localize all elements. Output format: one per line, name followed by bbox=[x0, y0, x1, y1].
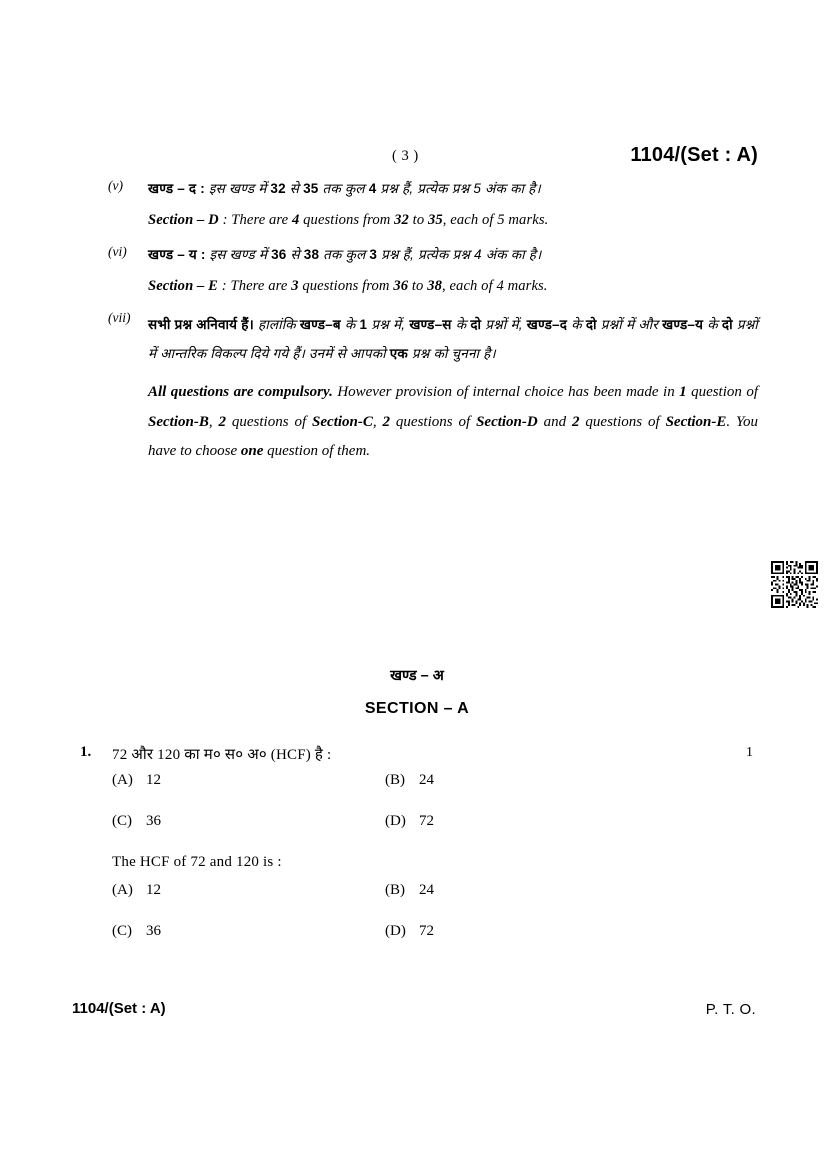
text-run: 32 bbox=[270, 181, 286, 196]
text-run: Section – D bbox=[148, 212, 219, 228]
text-run: one bbox=[240, 443, 264, 459]
text-run: 38 bbox=[303, 247, 320, 262]
text-run: प्रश्नों में, bbox=[481, 317, 527, 332]
option-label: (C) bbox=[112, 923, 132, 939]
text-run: to bbox=[408, 278, 428, 294]
option-value: 24 bbox=[419, 772, 434, 788]
text-run: 36 bbox=[393, 278, 409, 294]
option-label: (D) bbox=[385, 923, 406, 939]
text-run: 1 bbox=[679, 384, 687, 400]
question-number: 1. bbox=[80, 744, 92, 760]
instruction-item-vii bbox=[0, 310, 826, 467]
text-run: 2 bbox=[382, 413, 391, 430]
text-run: प्रश्न में, bbox=[367, 317, 410, 332]
option-b-english[interactable] bbox=[385, 882, 434, 899]
text-run: से bbox=[286, 247, 304, 262]
text-run: प्रश्न हैं, प्रत्येक प्रश्न 5 अंक का है। bbox=[376, 181, 541, 196]
paper-code-header: 1104/(Set : A) bbox=[630, 144, 758, 166]
footer-paper-code: 1104/(Set : A) bbox=[72, 1000, 166, 1017]
spacer bbox=[0, 199, 826, 209]
question-text-hindi: 72 और 120 का म० स० अ० (HCF) है : bbox=[112, 747, 332, 763]
page-header bbox=[0, 144, 826, 178]
option-value: 36 bbox=[146, 813, 161, 829]
text-run: Section-D bbox=[476, 413, 538, 430]
text-run: Section-B bbox=[148, 413, 209, 430]
text-run: : There are bbox=[218, 278, 292, 294]
text-run: खण्ड–य bbox=[662, 317, 704, 332]
question-stem-english-row bbox=[0, 854, 826, 882]
text-run: question of bbox=[686, 384, 758, 400]
text-run: questions from bbox=[298, 278, 394, 294]
instruction-marker: (v) bbox=[108, 178, 123, 193]
option-label: (C) bbox=[112, 813, 132, 829]
text-run: के bbox=[340, 317, 360, 332]
text-run: तक कुल bbox=[318, 181, 369, 196]
text-run: questions from bbox=[299, 212, 395, 228]
section-heading-hindi: खण्ड – अ bbox=[390, 668, 444, 684]
option-d-english[interactable] bbox=[385, 923, 434, 940]
option-c-hindi[interactable] bbox=[112, 813, 161, 830]
text-run: के bbox=[703, 317, 722, 332]
instructions-list bbox=[0, 178, 826, 467]
text-run: All questions are compulsory. bbox=[148, 384, 333, 400]
text-run: : There are bbox=[218, 212, 292, 228]
text-run: तक कुल bbox=[319, 247, 370, 262]
option-value: 12 bbox=[146, 882, 161, 898]
text-run: के bbox=[451, 317, 471, 332]
text-run: 3 bbox=[291, 278, 299, 294]
footer-pto: P. T. O. bbox=[705, 1001, 756, 1018]
text-run: हालांकि bbox=[253, 317, 300, 332]
text-run: 1 bbox=[359, 317, 368, 332]
text-run: से bbox=[285, 181, 304, 196]
text-run: दो bbox=[721, 317, 733, 332]
instruction-hindi bbox=[148, 244, 758, 265]
text-run: questions of bbox=[579, 413, 666, 430]
spacer bbox=[0, 297, 826, 310]
instruction-marker: (vii) bbox=[108, 310, 131, 325]
instruction-english bbox=[148, 275, 758, 297]
question-stem-hindi-row bbox=[0, 744, 826, 772]
instruction-marker: (vi) bbox=[108, 244, 127, 259]
spacer bbox=[0, 368, 826, 378]
text-run: खण्ड–ब bbox=[299, 317, 341, 332]
section-heading-english: SECTION – A bbox=[364, 700, 470, 717]
text-run: 4 bbox=[292, 212, 300, 228]
instruction-item-vi bbox=[0, 244, 826, 297]
text-run: 38 bbox=[427, 278, 442, 294]
option-d-hindi[interactable] bbox=[385, 813, 434, 830]
instruction-item-v bbox=[0, 178, 826, 231]
text-run: प्रश्न हैं, प्रत्येक प्रश्न 4 अंक का है। bbox=[377, 247, 542, 262]
question-text-english: The HCF of 72 and 120 is : bbox=[112, 854, 282, 870]
instruction-english bbox=[148, 209, 758, 231]
text-run: 32 bbox=[394, 212, 409, 228]
text-run: 2 bbox=[218, 413, 226, 430]
option-row-english-1 bbox=[0, 882, 826, 923]
text-run: Section-E bbox=[665, 413, 727, 430]
text-run: questions of bbox=[226, 413, 313, 430]
option-label: (B) bbox=[385, 772, 405, 788]
text-run: सभी प्रश्न अनिवार्य हैं। bbox=[148, 317, 254, 332]
text-run: Section – E bbox=[148, 278, 219, 294]
option-row-hindi-2 bbox=[0, 813, 826, 854]
page-footer bbox=[0, 1000, 826, 1024]
text-run: खण्ड–द bbox=[526, 317, 568, 332]
option-label: (D) bbox=[385, 813, 406, 829]
option-c-english[interactable] bbox=[112, 923, 161, 940]
option-a-english[interactable] bbox=[112, 882, 161, 899]
text-run: खण्ड – द : bbox=[148, 181, 205, 196]
question-marks: 1 bbox=[746, 745, 753, 760]
text-run: 4 bbox=[368, 181, 377, 196]
option-label: (A) bbox=[112, 772, 133, 788]
text-run: , bbox=[208, 413, 219, 430]
instruction-hindi bbox=[148, 178, 758, 199]
page-number: ( 3 ) bbox=[392, 148, 419, 164]
text-run: However provision of internal choice has been made in bbox=[332, 384, 680, 400]
text-run: questions of bbox=[390, 413, 477, 430]
option-value: 36 bbox=[146, 923, 161, 939]
spacer bbox=[0, 265, 826, 275]
text-run: to bbox=[408, 212, 428, 228]
option-a-hindi[interactable] bbox=[112, 772, 161, 789]
spacer bbox=[0, 231, 826, 244]
text-run: प्रश्नों में और bbox=[596, 317, 663, 332]
text-run: इस खण्ड में bbox=[204, 181, 271, 196]
text-run: प्रश्नों में आन्तरिक विकल्प दिये गये हैं। उनमें से आपको bbox=[148, 317, 758, 361]
text-run: , each of 5 marks. bbox=[442, 212, 549, 228]
text-run: खण्ड–स bbox=[409, 317, 452, 332]
instruction-english-paragraph bbox=[148, 378, 758, 467]
qr-code-icon bbox=[771, 561, 818, 608]
text-run: इस खण्ड में bbox=[205, 247, 272, 262]
text-run: , bbox=[372, 413, 383, 430]
option-row-english-2 bbox=[0, 923, 826, 964]
question-1 bbox=[0, 744, 826, 964]
text-run: and bbox=[537, 413, 573, 430]
text-run: , each of 4 marks. bbox=[441, 278, 548, 294]
text-run: 2 bbox=[572, 413, 580, 430]
option-value: 24 bbox=[419, 882, 434, 898]
text-run: दो bbox=[585, 317, 597, 332]
text-run: 35 bbox=[427, 212, 443, 228]
instruction-hindi-paragraph bbox=[148, 310, 758, 368]
text-run: के bbox=[567, 317, 586, 332]
text-run: दो bbox=[470, 317, 482, 332]
text-run: 35 bbox=[303, 181, 319, 196]
text-run: Section-C bbox=[312, 413, 373, 430]
text-run: खण्ड – य : bbox=[148, 247, 206, 262]
option-b-hindi[interactable] bbox=[385, 772, 434, 789]
option-row-hindi-1 bbox=[0, 772, 826, 813]
text-run: एक bbox=[389, 346, 408, 361]
option-value: 72 bbox=[419, 813, 434, 829]
text-run: 36 bbox=[271, 247, 287, 262]
text-run: प्रश्न को चुनना है। bbox=[407, 346, 496, 361]
option-value: 12 bbox=[146, 772, 161, 788]
option-label: (B) bbox=[385, 882, 405, 898]
option-value: 72 bbox=[419, 923, 434, 939]
text-run: question of them. bbox=[263, 443, 371, 459]
text-run: 3 bbox=[369, 247, 378, 262]
text-run: . You have to choose bbox=[148, 413, 759, 459]
option-label: (A) bbox=[112, 882, 133, 898]
